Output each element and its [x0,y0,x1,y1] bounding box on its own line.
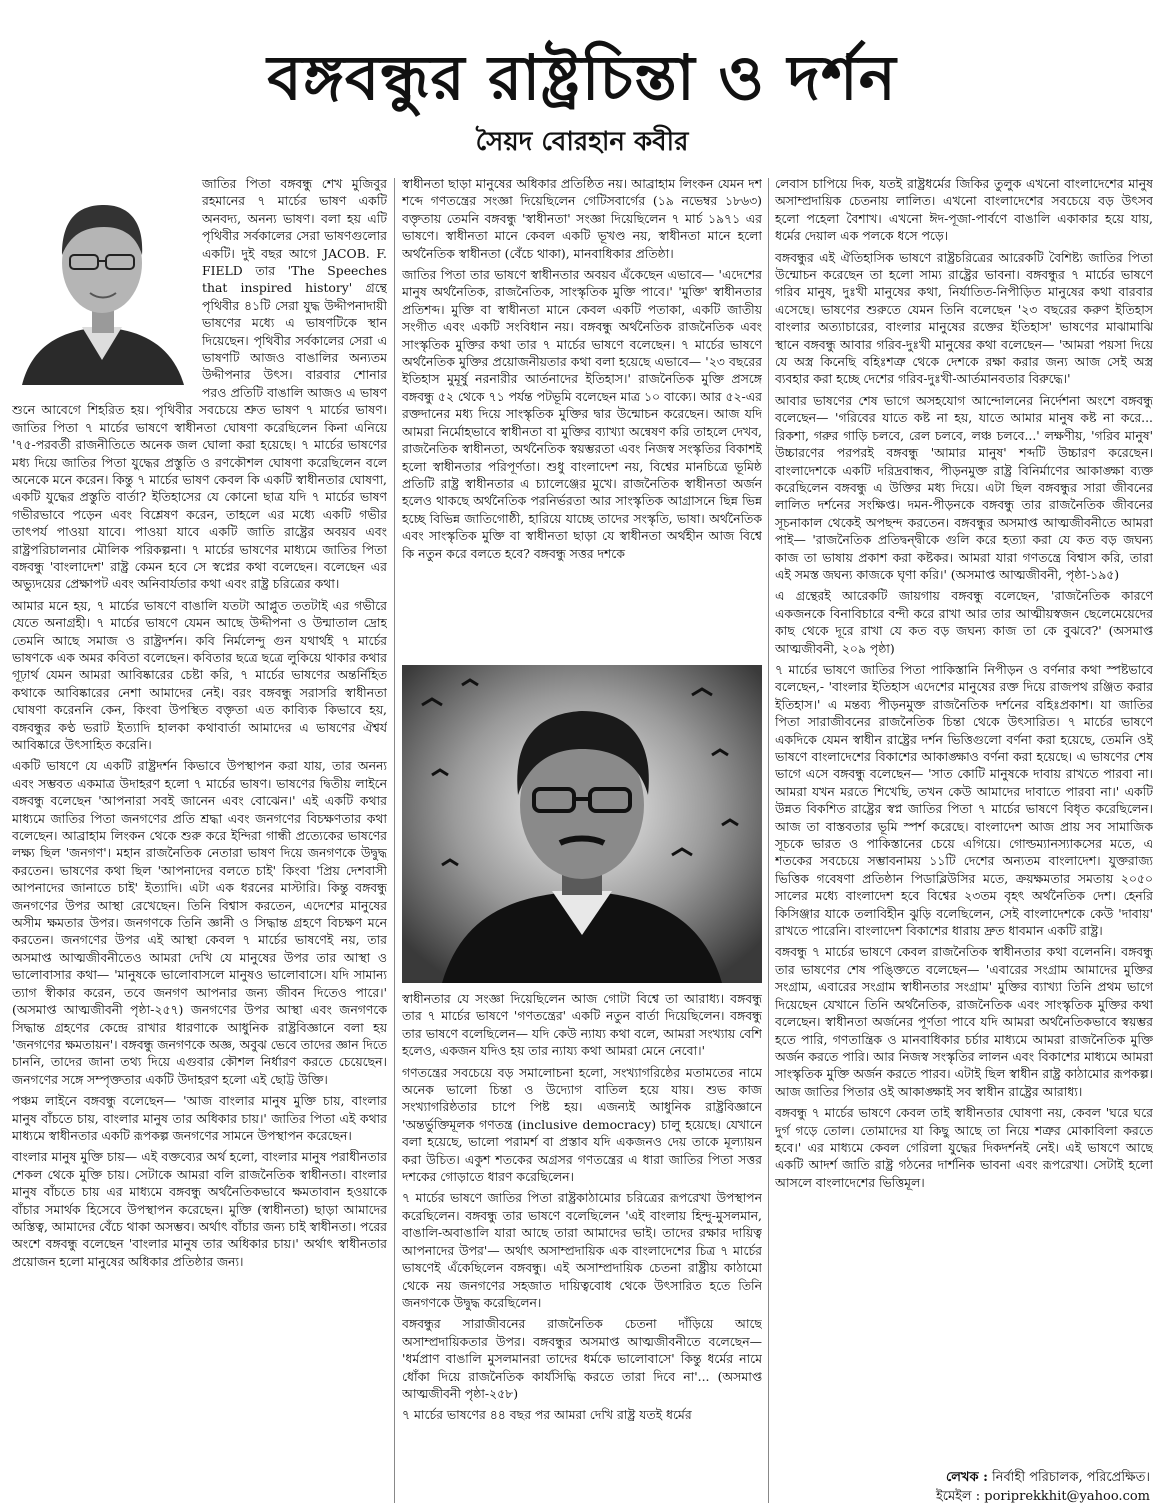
author-credit [772,1468,1150,1506]
paragraph: স্বাধীনতা ছাড়া মানুষের অধিকার প্রতিষ্ঠিত নয়। আব্রাহাম লিংকন যেমন দশ শব্দে গণতন্ত্রের সংজ্ঞা দিয়েছিলেন গেটিসবার্গের (১৯ নভেম্বর ১৮৬৩) বক্তৃতায় তেমনি বঙ্গবন্ধু 'স্বাধীনতা' সংজ্ঞা দিয়েছিলেন ৭ মার্চ ১৯৭১ এর ভাষণে। স্বাধীনতা মানে কেবল একটি ভূখণ্ড নয়, স্বাধীনতা মানে হলো অর্থনৈতিক স্বাধীনতা (বেঁচে থাকা), মানবাধিকার প্রতিষ্ঠা। [402,176,762,261]
paragraph: আমার মনে হয়, ৭ মার্চের ভাষণে বাঙালি যতটা আপ্লুত ততটাই এর গভীরে যেতে অনাগ্রহী। ৭ মার্চের ভাষণে যেমন আছে উদ্দীপনা ও উন্মাতাল দ্রোহ তেমনি আছে সমাজ ও রাষ্ট্রদর্শন। কবি নির্মলেন্দু গুন যথার্থই ৭ মার্চের ভাষণকে এক অমর কবিতা বলেছেন। কবিতার ছত্রে ছত্রে লুকিয়ে থাকার কথার গূঢ়ার্থ যেমন আমরা আবিষ্কারের চেষ্টা করি, ৭ মার্চের ভাষণের অন্তর্নিহিত কথাকে আবিষ্কারের নেশা আমাদের নেই। বরং বঙ্গবন্ধু সরাসরি স্বাধীনতা ঘোষণা করেননি কেন, কিংবা উপস্থিত বক্তৃতা এত কাব্যিক কিভাবে হয়, বঙ্গবন্ধুর কণ্ঠ ভরাট ইত্যাদি হালকা কথাবার্তা আমাদের এ ভাষণের ঐশ্বর্য আবিষ্কারে উৎসাহিত করেনি। [12,597,387,752]
paragraph: একটি ভাষণে যে একটি রাষ্ট্রদর্শন কিভাবে উপস্থাপন করা যায়, তার অনন্য এবং সম্ভবত একমাত্র উদাহরণ হলো ৭ মার্চের ভাষণ। ভাষণের দ্বিতীয় লাইনে বঙ্গবন্ধু বলেছেন 'আপনারা সবই জানেন এবং বোঝেন।' এই একটি কথার মাধ্যমে জাতির পিতা জনগণের প্রতি শ্রদ্ধা এবং জনগণের বিচক্ষণতার কথা বলেছেন। আব্রাহাম লিংকন থেকে শুরু করে ইন্দিরা গান্ধী প্রত্যেকের ভাষণের লক্ষ্য ছিল 'জনগণ'। মহান রাজনৈতিক নেতারা ভাষণ দিয়ে জনগণকে উদ্বুদ্ধ করতেন। ভাষণের কথা ছিল 'আপনাদের বলতে চাই' কিংবা 'প্রিয় দেশবাসী আপনাদের জানাতে চাই' ইত্যাদি। এটা এক ধরনের মাস্টারি। কিন্তু বঙ্গবন্ধু জনগণের উপর আস্থা রেখেছেন। তিনি বিশ্বাস করতেন, এদেশের মানুষের অসীম ক্ষমতার উপর। জনগণকে তিনি জ্ঞানী ও সিদ্ধান্ত গ্রহণে বিচক্ষণ মনে করতেন। জনগণের উপর এই আস্থা কেবল ৭ মার্চের ভাষণেই নয়, তার অসমাপ্ত আত্মজীবনীতেও আমরা দেখি যে মানুষের উপর তার আস্থা ও ভালোবাসার কথা— 'মানুষকে ভালোবাসলে মানুষও ভালোবাসে। যদি সামান্য ত্যাগ স্বীকার করেন, তবে জনগণ আপনার জন্য জীবন দিতেও পারে।' (অসমাপ্ত আত্মজীবনী পৃষ্ঠা-২৫৭) জনগণের উপর আস্থা এবং জনগণকে সিদ্ধান্ত গ্রহণের কেন্দ্রে রাখার ধারণাকে আধুনিক রাষ্ট্রবিজ্ঞানে বলা হয় 'জনগণের ক্ষমতায়ন'। বঙ্গবন্ধু জনগণকে অজ্ঞ, অবুঝ ভেবে তাদের জ্ঞান দিতে চাননি, তাদের জানা তথ্য দিয়ে এগুবার কৌশল নির্ধারণ করতে চেয়েছেন। জনগণের সঙ্গে সম্পৃক্ততার একটি উদাহরণ হলো এই ছোট্ট উক্তি। [12,758,387,1087]
email-value: poriprekkhit@yahoo.com [984,1489,1150,1504]
writer-line [772,1468,1150,1487]
article-title: বঙ্গবন্ধুর রাষ্ট্রচিন্তা ও দর্শন [267,41,897,114]
column-divider [768,178,769,1503]
paragraph: জাতির পিতা তার ভাষণে স্বাধীনতার অবয়ব এঁকেছেন এভাবে— 'এদেশের মানুষ অর্থনৈতিক, রাজনৈতিক, সাংস্কৃতিক মুক্তি পাবে।' 'মুক্তি' স্বাধীনতার প্রতিশব্দ। মুক্তি বা স্বাধীনতা মানে কেবল একটি পতাকা, একটি জাতীয় সংগীত এবং একটি সংবিধান নয়। বঙ্গবন্ধু অর্থনৈতিক রাজনৈতিক এবং সাংস্কৃতিক মুক্তির কথা তার ৭ মার্চের ভাষণে বলেছেন। ৭ মার্চের ভাষণে অর্থনৈতিক মুক্তির প্রয়োজনীয়তার কথা বলা হয়েছে এভাবে— '২৩ বছরের ইতিহাস মুমূর্ষু নরনারীর আর্তনাদের ইতিহাস।' রাজনৈতিক মুক্তি প্রসঙ্গে বঙ্গবন্ধু ৫২ থেকে ৭১ পর্যন্ত পটভূমি বলেছেন মাত্র ১০ বাক্যে। আর ৫২-এর রক্তদানের মধ্য দিয়ে সাংস্কৃতিক মুক্তির দ্বার উন্মোচন করেছেন। আজ যদি আমরা নির্মোহভাবে স্বাধীনতা বা মুক্তির ব্যাখ্যা অন্বেষণ করি তাহলে দেখব, রাজনৈতিক স্বাধীনতা, অর্থনৈতিক স্বয়ম্ভরতা এবং নিজস্ব সংস্কৃতির বিকাশই হলো স্বাধীনতার পরিপূর্ণতা। শুধু বাংলাদেশ নয়, বিশ্বের মানচিত্রে ভূমিষ্ঠ প্রতিটি রাষ্ট্র স্বাধীনতার এ চ্যালেঞ্জের মুখে। রাজনৈতিক স্বাধীনতা অর্জন হলেও থাকছে অর্থনৈতিক পরনির্ভরতা আর সাংস্কৃতিক আগ্রাসনে ছিন্ন ভিন্ন হচ্ছে বিভিন্ন জাতিগোষ্ঠী, হারিয়ে যাচ্ছে তাদের সংস্কৃতি, ভাষা। অর্থনৈতিক এবং সাংস্কৃতিক মুক্তি বা স্বাধীনতা ছাড়া যে স্বাধীনতা অর্থহীন আজ বিশ্বে কি নতুন করে বলতে হবে? বঙ্গবন্ধু সত্তর দশকে [402,267,762,561]
paragraph: ৭ মার্চের ভাষণে জাতির পিতা রাষ্ট্রকাঠামোর চরিত্রের রূপরেখা উপস্থাপন করেছিলেন। বঙ্গবন্ধু তার ভাষণে বলেছিলেন 'এই বাংলায় হিন্দু-মুসলমান, বাঙালি-অবাঙালি যারা আছে তারা আমাদের ভাই। তাদের রক্ষার দায়িত্ব আপনাদের উপর'— অর্থাৎ অসাম্প্রদায়িক এক বাংলাদেশের চিত্র ৭ মার্চের ভাষণেই এঁকেছিলেন বঙ্গবন্ধু। এই অসাম্প্রদায়িক চেতনা রাষ্ট্রীয় কাঠামো থেকে নয় জনগণের সহজাত দায়িত্ববোধ থেকে উৎসারিত হতে তিনি জনগণকে উদ্বুদ্ধ করেছিলেন। [402,1190,762,1310]
column-divider [394,178,395,1503]
paragraph: লেবাস চাপিয়ে দিক, যতই রাষ্ট্রধর্মের জিকির তুলুক এখনো বাংলাদেশের মানুষ অসাম্প্রদায়িক চেতনায় লালিত। এখনো বাংলাদেশের সবচেয়ে বড় উৎসব হলো পহেলা বৈশাখ। এখনো ঈদ-পূজা-পার্বণে বাঙালি একাকার হয়ে যায়, ধর্মের দেয়াল এক পলকে ধসে পড়ে। [775,176,1153,244]
paragraph: এ গ্রন্থেরই আরেকটি জায়গায় বঙ্গবন্ধু বলেছেন, 'রাজনৈতিক কারণে একজনকে বিনাবিচারে বন্দী করে রাখা আর তার আত্মীয়স্বজন ছেলেমেয়েদের কাছ থেকে দূরে রাখা যে কত বড় জঘন্য কাজ তা কে বুঝবে?' (অসমাপ্ত আত্মজীবনী, ২০৯ পৃষ্ঠা) [775,588,1153,656]
article-author: সৈয়দ বোরহান কবীর [475,127,689,157]
email-label: ইমেইল : [935,1489,981,1504]
writer-value: নির্বাহী পরিচালক, পরিপ্রেক্ষিত। [992,1470,1150,1485]
paragraph: গণতন্ত্রের সবচেয়ে বড় সমালোচনা হলো, সংখ্যাগরিষ্ঠের মতামতের নামে অনেক ভালো চিন্তা ও উদ্যোগ বাতিল হয়ে যায়। শুভ কাজ সংখ্যাগরিষ্ঠতার চাপে পিষ্ট হয়। এজন্যই আধুনিক রাষ্ট্রবিজ্ঞানে 'অন্তর্ভুক্তিমূলক গণতন্ত্র (inclusive democracy) চালু হয়েছে। যেখানে বলা হয়েছে, ভালো পরামর্শ বা প্রস্তাব যদি একজনও দেয় তাকে মূল্যায়ন করা উচিত। একুশ শতকের অগ্রসর গণতন্ত্রের এ ধারা জাতির পিতা সত্তর দশকের গোড়াতে ধারণ করেছিলেন। [402,1064,762,1185]
paragraph: জাতির পিতা বঙ্গবন্ধু শেখ মুজিবুর রহমানের ৭ মার্চের ভাষণ একটি অনবদ্য, অনন্য ভাষণ। বলা হয় এটি পৃথিবীর সর্বকালের সেরা ভাষণগুলোর একটি। দুই বছর আগে JACOB. F. FIELD তার 'The Speeches that inspired history' গ্রন্থে পৃথিবীর ৪১টি সেরা যুদ্ধ উদ্দীপনাদায়ী ভাষণের মধ্যে এ ভাষণটিকে স্থান দিয়েছেন। পৃথিবীর সর্বকালের সেরা এ ভাষণটি আজও বাঙালির অন্যতম উদ্দীপনার উৎস। বারবার শোনার পরও প্রতিটি বাঙালি আজও এ ভাষণ শুনে আবেগে শিহরিত হয়। পৃথিবীর সবচেয়ে শ্রুত ভাষণ ৭ মার্চের ভাষণ। জাতির পিতা ৭ মার্চের ভাষণে স্বাধীনতা ঘোষণা করেছিলেন কিনা এনিয়ে '৭৫-পরবর্তী রাজনীতিতে অনেক জল ঘোলা করা হয়েছে। ৭ মার্চের ভাষণের মধ্য দিয়ে জাতির পিতা যুদ্ধের প্রস্তুতি ও রণকৌশল ঘোষণা করেছিলেন বলে অনেকে মনে করেন। কিন্তু ৭ মার্চের ভাষণ কেবল কি একটি স্বাধীনতার ঘোষণা, একটি যুদ্ধের প্রস্তুতি বার্তা? ইতিহাসের যে কোনো ছাত্র যদি ৭ মার্চের ভাষণ গভীরভাবে পড়েন এবং বিশ্লেষণ করেন, তাহলে এর মধ্যে একটি গভীর তাৎপর্য পাওয়া যাবে। পাওয়া যাবে একটি জাতি রাষ্ট্রের অবয়ব এবং রাষ্ট্রপরিচালনার মৌলিক পরিকল্পনা। ৭ মার্চের ভাষণের মাধ্যমে জাতির পিতা বঙ্গবন্ধু 'বাংলাদেশ' রাষ্ট্র কেমন হবে সে স্বপ্নের কথা বলেছেন। বলেছেন এর অভ্যুদয়ের প্রেক্ষাপট এবং অনিবার্যতার কথা এবং রাষ্ট্র চরিত্রের কথা। [12,176,387,592]
paragraph: ৭ মার্চের ভাষণের ৪৪ বছর পর আমরা দেখি রাষ্ট্র যতই ধর্মের [402,1407,692,1423]
email-line [772,1487,1150,1506]
paragraph: ৭ মার্চের ভাষণে জাতির পিতা পাকিস্তানি নিপীড়ন ও বর্ণনার কথা স্পষ্টভাবে বলেছেন,- 'বাংলার ইতিহাস এদেশের মানুষের রক্ত দিয়ে রাজপথ রঞ্জিত করার ইতিহাস।' এ মন্তব্য পীড়নমুক্ত রাজনৈতিক দর্শনের বহিঃপ্রকাশ। যা জাতির পিতা সারাজীবনের রাজনৈতিক চিন্তা থেকে উৎসারিত। ৭ মার্চের ভাষণে একদিকে যেমন স্বাধীন রাষ্ট্রের দর্শন ভিত্তিগুলো বর্ণনা করা হয়েছে, তেমনি ওই ভাষণে বাংলাদেশের বিকাশের আকাঙ্ক্ষাও বর্ণনা করা হয়েছে। এ ভাষণের শেষ ভাগে এসে বঙ্গবন্ধু বলেছেন— 'সাত কোটি মানুষকে দাবায় রাখতে পারবা না। আমরা যখন মরতে শিখেছি, তখন কেউ আমাদের দাবাতে পারবা না।' একটি উন্নত বিকশিত রাষ্ট্রের স্বপ্ন জাতির পিতা ৭ মার্চের ভাষণে বিধৃত করেছিলেন। আজ তা বাস্তবতার ভূমি স্পর্শ করেছে। বাংলাদেশ আজ প্রায় সব সামাজিক সূচকে ভারত ও পাকিস্তানের চেয়ে এগিয়ে। গোল্ডম্যানস্যাকসের মতে, এ শতকের সবচেয়ে সম্ভাবনাময় ১১টি দেশের অন্যতম বাংলাদেশ। যুক্তরাজ্য ভিত্তিক গবেষণা প্রতিষ্ঠান পিডাব্লিউসির মতে, ক্রয়ক্ষমতার সমতায় ২০৫০ সালের মধ্যে বাংলাদেশ হবে বিশ্বের ২৩তম বৃহৎ অর্থনৈতিক দেশ। হেনরি কিসিঞ্জার যাকে তলাবিহীন ঝুড়ি বলেছিলেন, সেই বাংলাদেশকে কেউ 'দাবায়' রাখতে পারেনি। বাংলাদেশ বিকাশের ধারায় দ্রুত ধাবমান একটি রাষ্ট্র। [775,661,1153,939]
column-1 [12,175,387,1505]
column-2-top [402,175,762,655]
paragraph: বঙ্গবন্ধু ৭ মার্চের ভাষণে কেবল রাজনৈতিক স্বাধীনতার কথা বলেননি। বঙ্গবন্ধু তার ভাষণের শেষ পঙ্ক্তিতে বলেছেন— 'এবারের সংগ্রাম আমাদের মুক্তির সংগ্রাম, এবারের সংগ্রাম স্বাধীনতার সংগ্রাম' মুক্তির ব্যাখ্যা তিনি প্রথম ভাগে দিয়েছেন যেখানে তিনি অর্থনৈতিক, রাজনৈতিক এবং সাংস্কৃতিক মুক্তির কথা বলেছেন। স্বাধীনতা অর্জনের পূর্ণতা পাবে যদি আমরা অর্থনৈতিকভাবে স্বয়ম্ভর হতে পারি, গণতান্ত্রিক ও মানবাধিকার চর্চার মাধ্যমে আমরা রাজনৈতিক মুক্তি অর্জন করতে পারি। আর নিজস্ব সংস্কৃতির লালন এবং বিকাশের মাধ্যমে আমরা সাংস্কৃতিক মুক্তি অর্জন করতে পারব। এটাই ছিল স্বাধীন রাষ্ট্র কাঠামোর রূপকল্প। আজ জাতির পিতার ওই আকাঙ্ক্ষাই সব স্বাধীন রাষ্ট্রের আরাধ্য। [775,944,1153,1099]
paragraph: বাংলার মানুষ মুক্তি চায়— এই বক্তব্যের অর্থ হলো, বাংলার মানুষ পরাধীনতার শেকল থেকে মুক্তি চায়। সেটাকে আমরা বলি রাজনৈতিক স্বাধীনতা। বাংলার মানুষ বাঁচতে চায় এর মাধ্যমে বঙ্গবন্ধু অর্থনৈতিকভাবে ক্ষমতাবান হওয়াকে বাঁচার সমার্থক হিসেবে উপস্থাপন করেছেন। মুক্তি (স্বাধীনতা) ছাড়া আমাদের অস্তিত্ব, আমাদের বেঁচে থাকা অসম্ভব। অর্থাৎ বাঁচার জন্য চাই স্বাধীনতা। পরের অংশে বঙ্গবন্ধু বলেছেন 'বাংলার মানুষ তার অধিকার চায়।' অর্থাৎ স্বাধীনতার প্রয়োজন হলো মানুষের অধিকার প্রতিষ্ঠার জন্য। [12,1149,387,1269]
writer-label: লেখক : [945,1470,988,1485]
paragraph: পঞ্চম লাইনে বঙ্গবন্ধু বলেছেন— 'আজ বাংলার মানুষ মুক্তি চায়, বাংলার মানুষ বাঁচতে চায়, বাংলার মানুষ তার অধিকার চায়।' জাতির পিতা এই কথার মাধ্যমে স্বাধীনতার একটি রূপকল্প জনগণের সামনে উপস্থাপন করেছেন। [12,1093,387,1143]
paragraph: বঙ্গবন্ধু ৭ মার্চের ভাষণে কেবল তাই স্বাধীনতার ঘোষণা নয়, কেবল 'ঘরে ঘরে দুর্গ গড়ে তোল। তোমাদের যা কিছু আছে তা নিয়ে শত্রুর মোকাবিলা করতে হবে।' এর মাধ্যমে কেবল গেরিলা যুদ্ধের দিকদর্শনই নেই। এই ভাষণে আছে একটি আদর্শ জাতি রাষ্ট্র গঠনের দার্শনিক ভাবনা এবং রূপরেখা। সেটাই হলো আসলে বাংলাদেশের ভিত্তিমূল। [775,1105,1153,1190]
paragraph: বঙ্গবন্ধুর এই ঐতিহাসিক ভাষণে রাষ্ট্রচরিত্রের আরেকটি বৈশিষ্ট্য জাতির পিতা উন্মোচন করেছেন তা হলো সাম্য রাষ্ট্রের ভাবনা। বঙ্গবন্ধুর ৭ মার্চের ভাষণে গরিব মানুষ, দুঃখী মানুষের কথা, নির্যাতিত-নিপীড়িত মানুষের কথা বারবার এসেছে। ভাষণের শুরুতে যেমন তিনি বলেছেন '২৩ বছরের করুণ ইতিহাস বাংলার অত্যাচারের, বাংলার মানুষের রক্তের ইতিহাস' ভাষণের মাঝামাঝি স্থানে বঙ্গবন্ধু আবার গরিব-দুঃখী মানুষের কথা বলেছেন— 'আমরা পয়সা দিয়ে যে অস্ত্র কিনেছি বহিঃশত্রু থেকে দেশকে রক্ষা করার জন্য আজ সেই অস্ত্র ব্যবহার করা হচ্ছে দেশের গরিব-দুঃখী-আর্তমানবতার বিরুদ্ধে।' [775,249,1153,387]
paragraph: বঙ্গবন্ধুর সারাজীবনের রাজনৈতিক চেতনা দাঁড়িয়ে আছে অসাম্প্রদায়িকতার উপর। বঙ্গবন্ধুর অসমাপ্ত আত্মজীবনীতে বলেছেন— 'ধর্মপ্রাণ বাঙালি মুসলমানরা তাদের ধর্মকে ভালোবাসে' কিন্তু ধর্মের নামে ধোঁকা দিয়ে রাজনৈতিক কার্যসিদ্ধি করতে তারা দিবে না'... (অসমাপ্ত আত্মজীবনী পৃষ্ঠা-২৫৮) [402,1316,762,1401]
bangabandhu-portrait [402,665,762,983]
column-3 [775,175,1153,1465]
paragraph: আবার ভাষণের শেষ ভাগে অসহযোগ আন্দোলনের নির্দেশনা অংশে বঙ্গবন্ধু বলেছেন— 'গরিবের যাতে কষ্ট না হয়, যাতে আমার মানুষ কষ্ট না করে... রিকশা, গরুর গাড়ি চলবে, রেল চলবে, লঞ্চ চলবে...' লক্ষণীয়, 'গরিব মানুষ' উচ্চারণের পরপরই বঙ্গবন্ধু 'আমার মানুষ' শব্দটি উচ্চারণ করেছেন। বাংলাদেশকে একটি দরিদ্রবান্ধব, পীড়নমুক্ত রাষ্ট্র বিনির্মাণের আকাঙ্ক্ষা ব্যক্ত করেছিলেন বঙ্গবন্ধু এ উক্তির মধ্য দিয়ে। এটা ছিল বঙ্গবন্ধুর সারা জীবনের লালিত দর্শনের সংক্ষিপ্ত। দমন-পীড়নকে বঙ্গবন্ধু তার রাজনৈতিক জীবনের সূচনাকাল থেকেই অপছন্দ করতেন। বঙ্গবন্ধুর অসমাপ্ত আত্মজীবনীতে আমরা পাই— 'রাজনৈতিক প্রতিদ্বন্দ্বীকে গুলি করে হত্যা করা যে কত বড় জঘন্য কাজ তা ভাষায় প্রকাশ করা কষ্টকর। আমরা যারা গণতন্ত্রে বিশ্বাস করি, তারা এই সমস্ত জঘন্য কাজকে ঘৃণা করি।' (অসমাপ্ত আত্মজীবনী, পৃষ্ঠা-১৯৫) [775,392,1153,582]
column-2-bottom [402,990,762,1505]
author-photo [12,175,192,385]
paragraph: স্বাধীনতার যে সংজ্ঞা দিয়েছিলেন আজ গোটা বিশ্বে তা আরাধ্য। বঙ্গবন্ধু তার ৭ মার্চের ভাষণে 'গণতন্ত্রের' একটি নতুন বার্তা দিয়েছিলেন। বঙ্গবন্ধু তার ভাষণে বলেছিলেন— যদি কেউ ন্যায্য কথা বলে, আমরা সংখ্যায় বেশি হলেও, একজন যদিও হয় তার ন্যায্য কথা আমরা মেনে নেবো।' [402,991,762,1059]
